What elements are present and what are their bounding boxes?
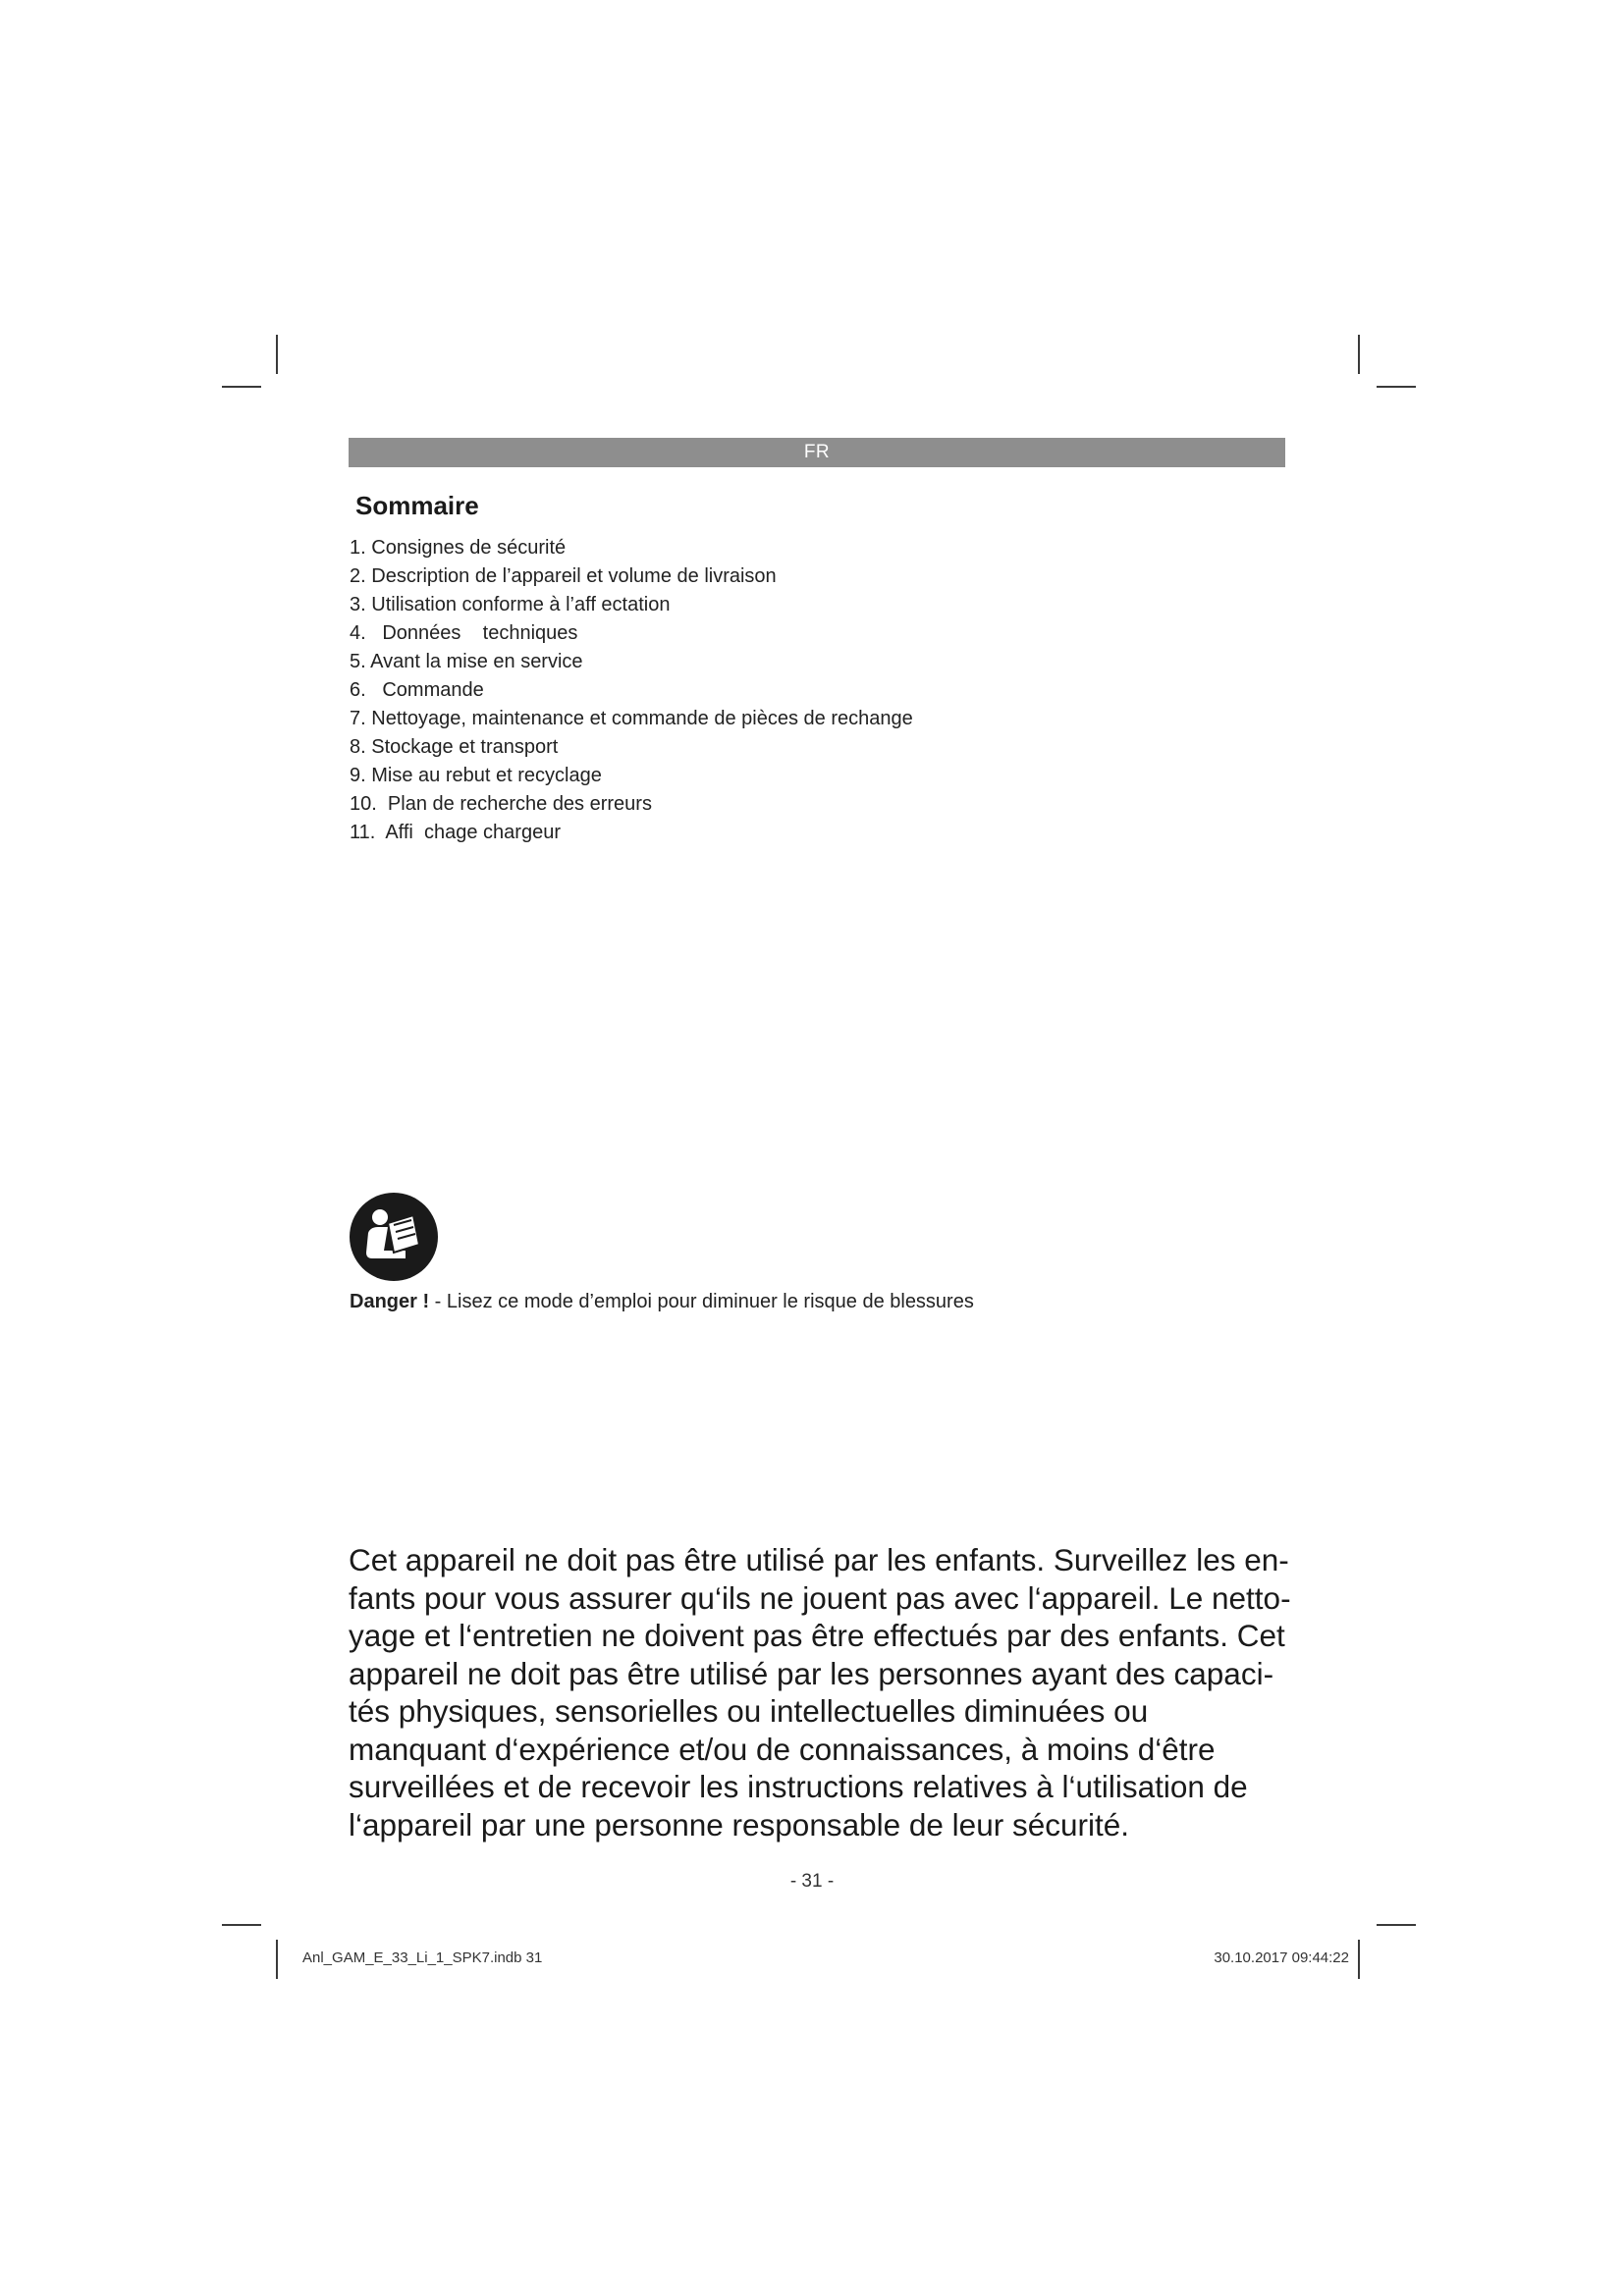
crop-mark	[222, 386, 261, 388]
toc-item[interactable]: 3. Utilisation conforme à l’aff ectation	[350, 594, 671, 615]
print-timestamp: 30.10.2017 09:44:22	[1214, 1949, 1349, 1966]
crop-mark	[276, 335, 278, 374]
crop-mark	[1377, 1924, 1416, 1926]
toc-title: Sommaire	[355, 491, 479, 520]
danger-label: Danger !	[350, 1291, 430, 1312]
crop-mark	[222, 1924, 261, 1926]
toc-item[interactable]: 8. Stockage et transport	[350, 736, 559, 758]
toc-list	[350, 534, 913, 847]
toc-item[interactable]: 5. Avant la mise en service	[350, 651, 583, 672]
child-safety-notice: Cet appareil ne doit pas être utilisé par les enfants. Surveillez les en-fants pour vous assurer qu‘ils ne jouent pas avec l‘appareil. Le netto-yage et l‘entretien ne doivent pas être effectués par des enfants. Cet appareil ne doit pas être utilisé par les personnes ayant des capaci-tés physiques, sensorielles ou intellectuelles diminuées ou manquant d‘expérience et/ou de connaissances, à moins d‘être surveillées et de recevoir les instructions relatives à l‘utilisation de l‘appareil par une personne responsable de leur sécurité.	[349, 1542, 1291, 1842]
toc-item[interactable]: 2. Description de l’appareil et volume de livraison	[350, 565, 777, 587]
toc-item[interactable]: 4. Données techniques	[350, 622, 578, 644]
language-header: FR	[349, 438, 1285, 467]
toc-item[interactable]: 6. Commande	[350, 679, 484, 701]
print-file-name: Anl_GAM_E_33_Li_1_SPK7.indb 31	[302, 1949, 543, 1966]
toc-item[interactable]: 1. Consignes de sécurité	[350, 537, 567, 559]
crop-mark	[276, 1940, 278, 1979]
toc-item[interactable]: 9. Mise au rebut et recyclage	[350, 765, 602, 786]
read-manual-icon	[349, 1192, 439, 1282]
toc-item[interactable]: 7. Nettoyage, maintenance et commande de pièces de rechange	[350, 708, 913, 729]
crop-mark	[1358, 1940, 1360, 1979]
danger-text: - Lisez ce mode d’emploi pour diminuer le risque de blessures	[429, 1291, 974, 1312]
crop-mark	[1358, 335, 1360, 374]
toc-item[interactable]: 10. Plan de recherche des erreurs	[350, 793, 652, 815]
page-number: - 31 -	[789, 1871, 835, 1892]
crop-mark	[1377, 386, 1416, 388]
danger-warning	[350, 1291, 974, 1313]
toc-item[interactable]: 11. Affi chage chargeur	[350, 822, 561, 843]
